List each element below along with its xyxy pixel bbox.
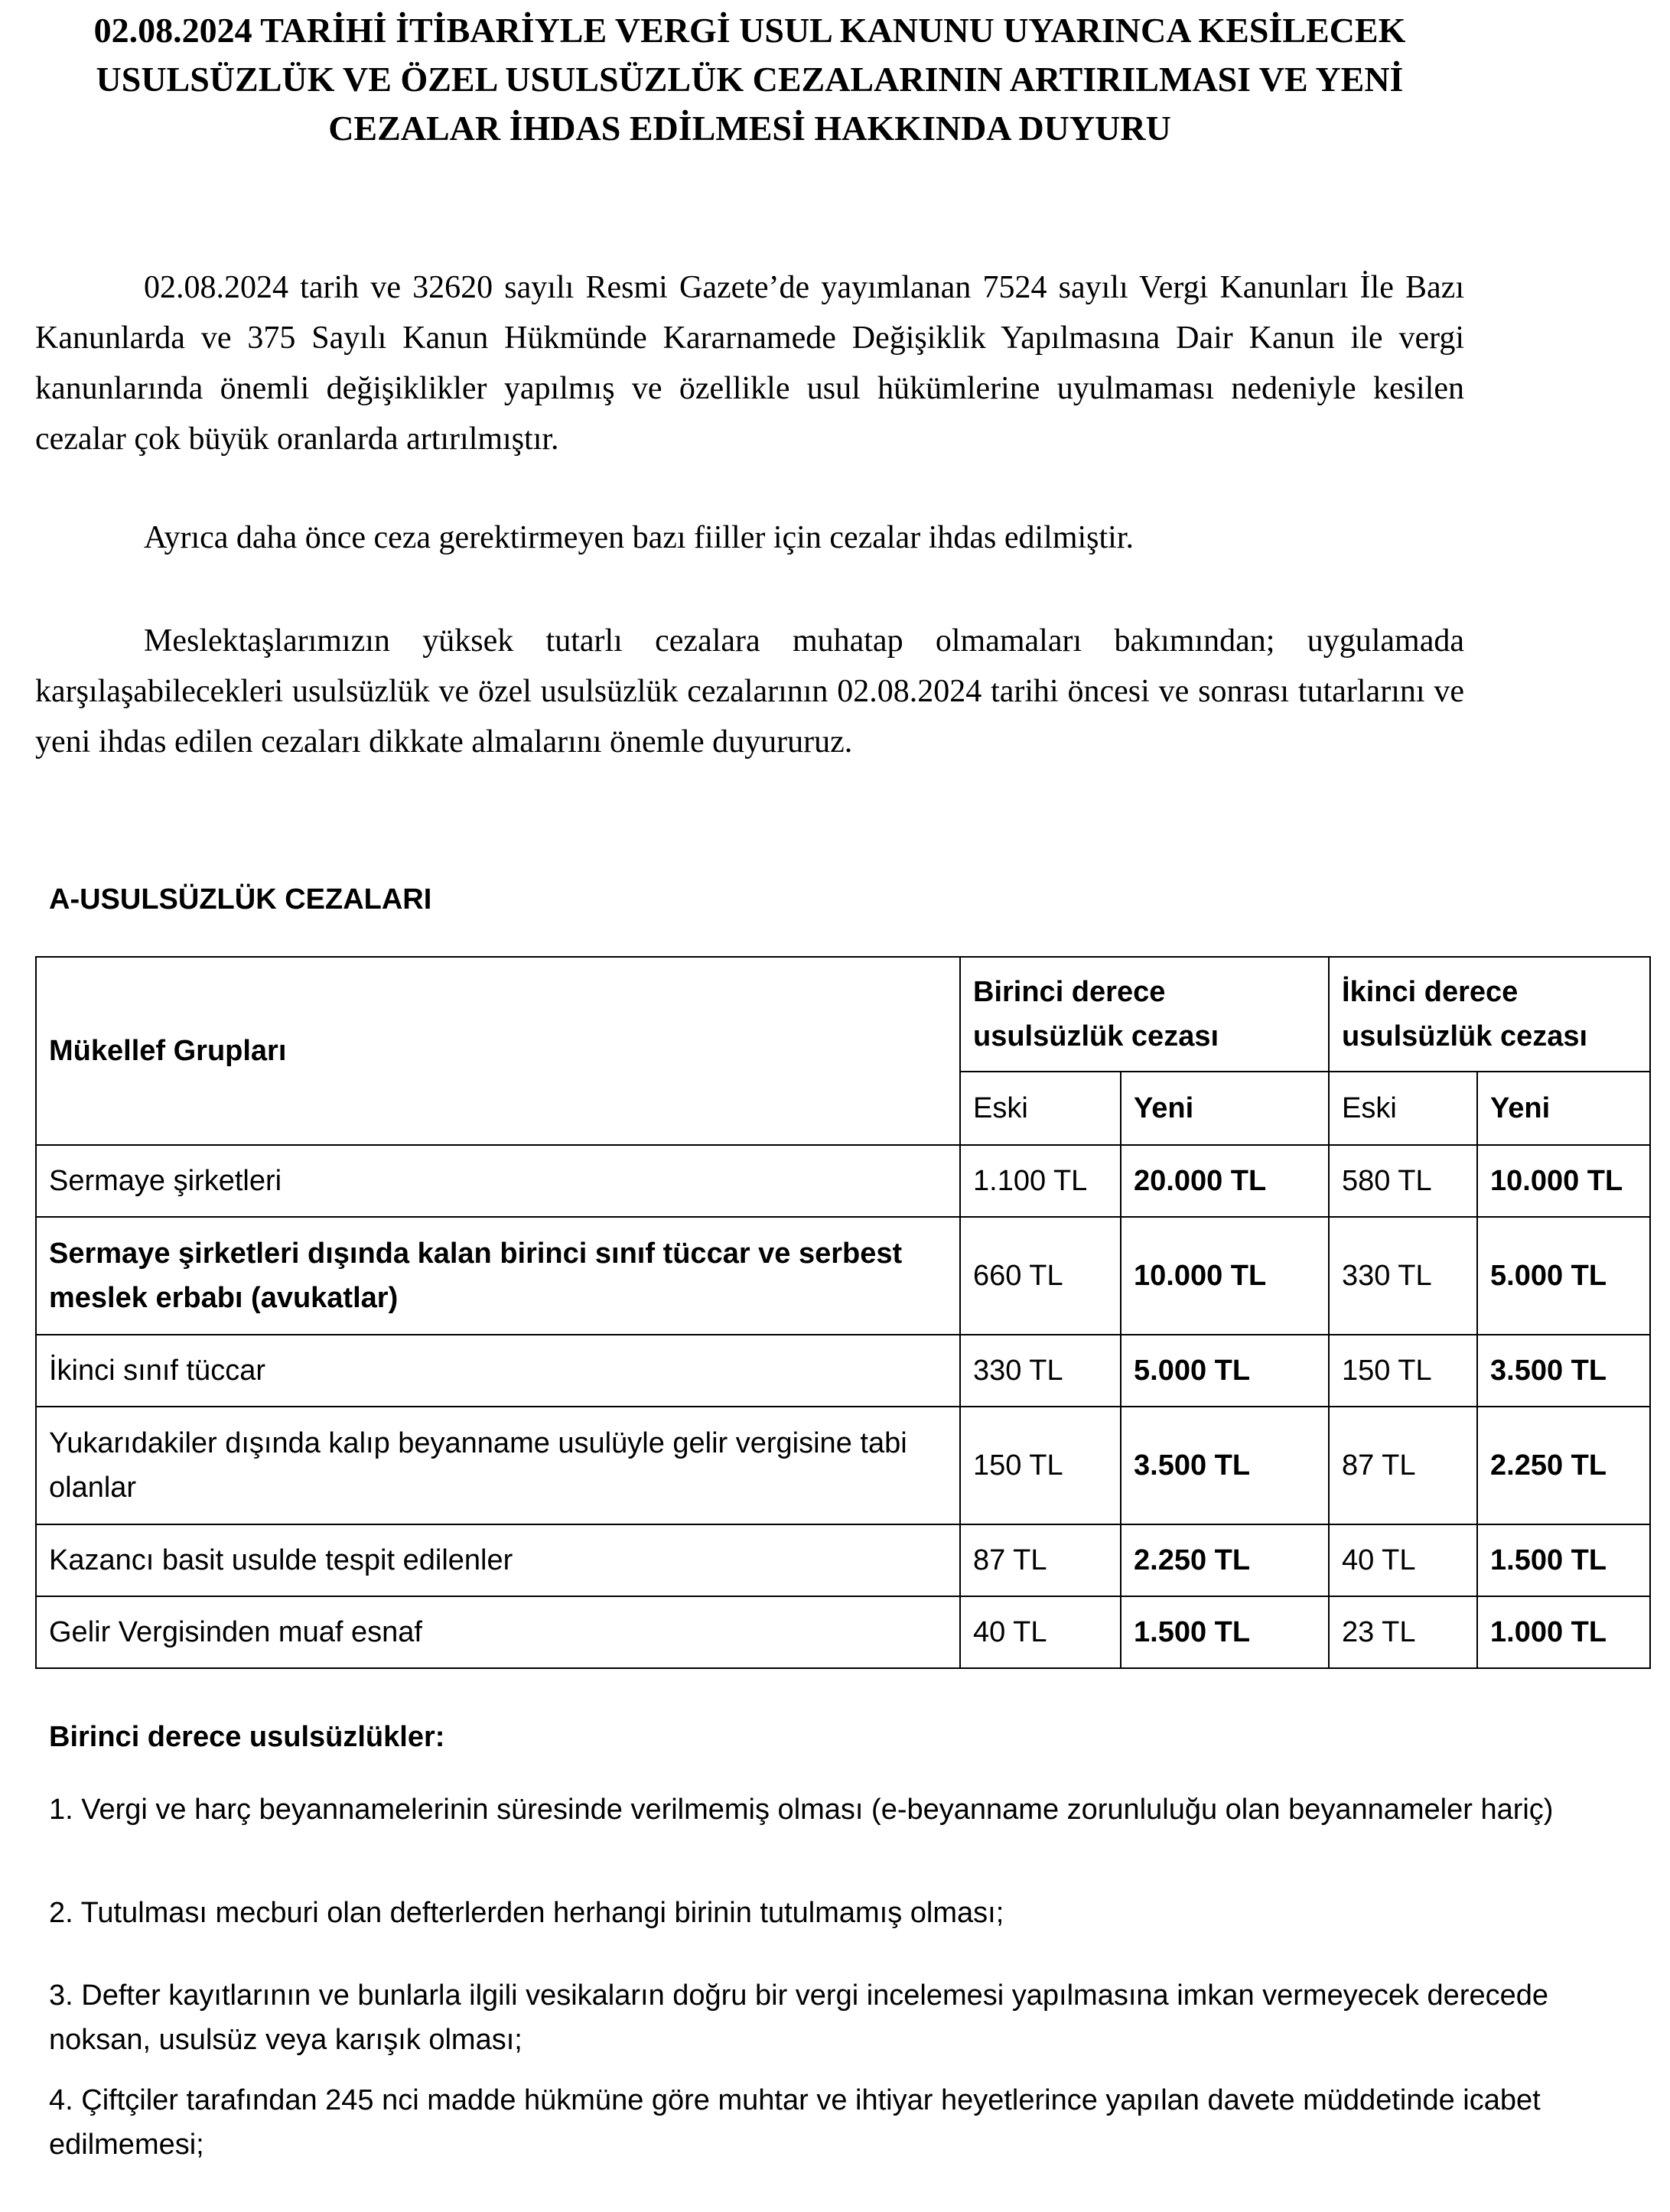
table-row	[36, 1596, 1650, 1668]
additional-penalties-text: Ayrıca daha önce ceza gerektirmeyen bazı fiiller için cezalar ihdas edilmiştir.	[144, 520, 1134, 555]
title-line-1: 02.08.2024 TARİHİ İTİBARİYLE VERGİ USUL KANUNU UYARINCA KESİLECEK	[93, 11, 1406, 50]
title-line-2: USULSÜZLÜK VE ÖZEL USULSÜZLÜK CEZALARININ ARTIRILMASI VE YENİ	[96, 60, 1404, 99]
row-second-old: 580 TL	[1329, 1145, 1477, 1217]
row-first-new: 3.500 TL	[1121, 1407, 1329, 1524]
table-row	[36, 1407, 1650, 1524]
table-row	[36, 1145, 1650, 1217]
additional-penalties-paragraph	[35, 512, 1464, 563]
announcement-paragraph	[35, 616, 1464, 767]
document-title	[31, 6, 1469, 153]
penalty-table	[35, 956, 1651, 1669]
subheader-first-new: Yeni	[1121, 1072, 1329, 1145]
column-header-taxpayer-groups: Mükellef Grupları	[36, 957, 960, 1145]
list-item: 3. Defter kayıtlarının ve bunlarla ilgili vesikaların doğru bir vergi incelemesi yapılmasına imkan vermeyecek derecede noksan, usulsüz veya karışık olması;	[49, 1979, 1549, 2056]
column-header-first-degree: Birinci derece usulsüzlük cezası	[960, 957, 1329, 1072]
row-first-old: 1.100 TL	[960, 1145, 1121, 1217]
title-line-3: CEZALAR İHDAS EDİLMESİ HAKKINDA DUYURU	[328, 109, 1171, 148]
list-item: 1. Vergi ve harç beyannamelerinin süresinde verilmemiş olması (e-beyanname zorunluluğu olan beyannameler hariç)	[49, 1794, 1554, 1826]
row-group: Kazancı basit usulde tespit edilenler	[36, 1524, 960, 1596]
row-first-old: 150 TL	[960, 1407, 1121, 1524]
table-row	[36, 1335, 1650, 1407]
row-second-new: 1.500 TL	[1477, 1524, 1650, 1596]
row-group: Sermaye şirketleri	[36, 1145, 960, 1217]
row-first-new: 20.000 TL	[1121, 1145, 1329, 1217]
subheader-second-old: Eski	[1329, 1072, 1477, 1145]
intro-paragraph-text: 02.08.2024 tarih ve 32620 sayılı Resmi Gazete’de yayımlanan 7524 sayılı Vergi Kanunları İle Bazı Kanunlarda ve 375 Sayılı Kanun Hükmünde Kararnamede Değişiklik Yapılmasına Dair Kanun ile vergi kanunlarında önemli değişiklikler yapılmış ve özellikle usul hükümlerine uyulmaması nedeniyle kesilen cezalar çok büyük oranlarda artırılmıştır.	[35, 270, 1464, 457]
row-first-new: 5.000 TL	[1121, 1335, 1329, 1407]
announcement-text: Meslektaşlarımızın yüksek tutarlı cezalara muhatap olmamaları bakımından; uygulamada karşılaşabilecekleri usulsüzlük ve özel usulsüzlük cezalarının 02.08.2024 tarihi öncesi ve sonrası tutarlarını ve yeni ihdas edilen cezaları dikkate almalarını önemle duyururuz.	[35, 623, 1464, 760]
subheader-first-old: Eski	[960, 1072, 1121, 1145]
list-item: 4. Çiftçiler tarafından 245 nci madde hükmüne göre muhtar ve ihtiyar heyetlerince yapılan davete müddetinde icabet edilmemesi;	[49, 2084, 1541, 2161]
table-row	[36, 1217, 1650, 1335]
row-second-old: 330 TL	[1329, 1217, 1477, 1335]
section-heading: A-USULSÜZLÜK CEZALARI	[49, 883, 432, 916]
column-header-second-degree: İkinci derece usulsüzlük cezası	[1329, 957, 1650, 1072]
row-second-new: 2.250 TL	[1477, 1407, 1650, 1524]
row-group: Yukarıdakiler dışında kalıp beyanname usulüyle gelir vergisine tabi olanlar	[36, 1407, 960, 1524]
row-group: Gelir Vergisinden muaf esnaf	[36, 1596, 960, 1668]
row-first-new: 1.500 TL	[1121, 1596, 1329, 1668]
row-first-new: 2.250 TL	[1121, 1524, 1329, 1596]
list-heading: Birinci derece usulsüzlükler:	[49, 1721, 445, 1753]
intro-paragraph	[35, 262, 1464, 464]
row-second-old: 40 TL	[1329, 1524, 1477, 1596]
row-first-old: 40 TL	[960, 1596, 1121, 1668]
row-second-old: 87 TL	[1329, 1407, 1477, 1524]
row-first-old: 660 TL	[960, 1217, 1121, 1335]
row-group: İkinci sınıf tüccar	[36, 1335, 960, 1407]
row-second-new: 5.000 TL	[1477, 1217, 1650, 1335]
table-header-row	[36, 957, 1650, 1072]
row-first-old: 330 TL	[960, 1335, 1121, 1407]
list-item: 2. Tutulması mecburi olan defterlerden herhangi birinin tutulmamış olması;	[49, 1897, 1004, 1929]
row-group: Sermaye şirketleri dışında kalan birinci sınıf tüccar ve serbest meslek erbabı (avukatlar)	[36, 1217, 960, 1335]
row-first-old: 87 TL	[960, 1524, 1121, 1596]
table-row	[36, 1524, 1650, 1596]
row-second-old: 150 TL	[1329, 1335, 1477, 1407]
row-second-new: 1.000 TL	[1477, 1596, 1650, 1668]
row-second-old: 23 TL	[1329, 1596, 1477, 1668]
row-first-new: 10.000 TL	[1121, 1217, 1329, 1335]
subheader-second-new: Yeni	[1477, 1072, 1650, 1145]
row-second-new: 10.000 TL	[1477, 1145, 1650, 1217]
row-second-new: 3.500 TL	[1477, 1335, 1650, 1407]
